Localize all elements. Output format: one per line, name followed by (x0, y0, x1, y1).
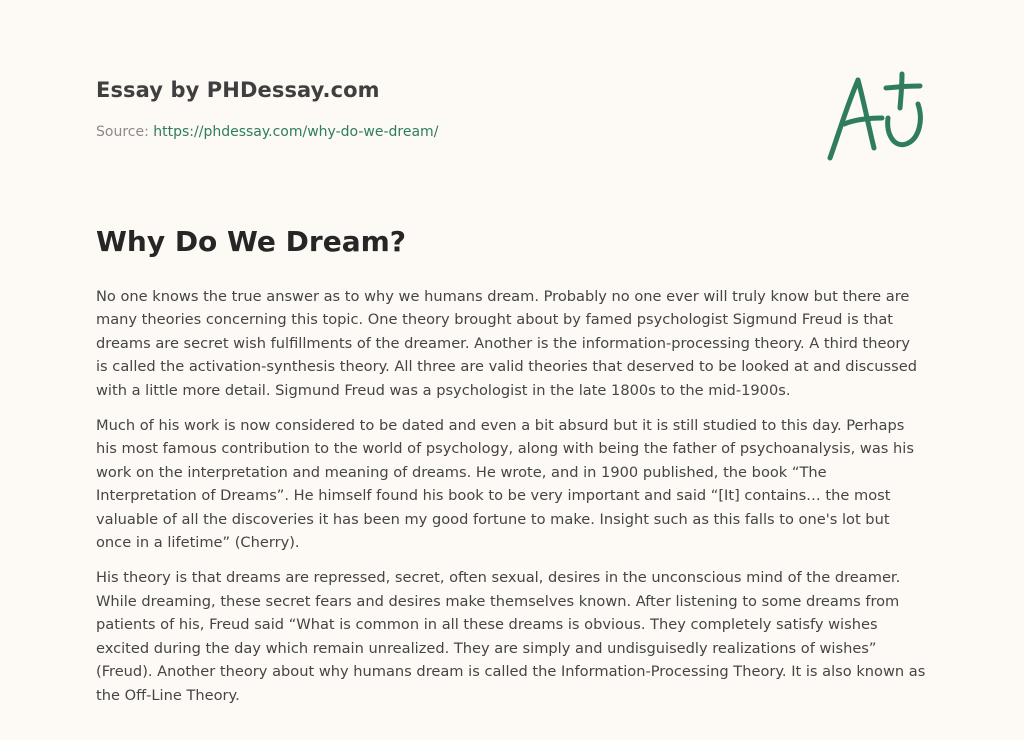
essay-paragraph: No one knows the true answer as to why we humans dream. Probably no one ever will truly know but there are many theories concerning this topic. One theory brought about by famed psychologist Sigmund Freud is that dreams are secret wish fulfillments of the dreamer. Another is the information-processing theory. A third theory is called the activation-synthesis theory. All three are valid theories that deserved to be looked at and discussed with a little more detail. Sigmund Freud was a psychologist in the late 1800s to the mid-1900s. (96, 288, 917, 399)
essay-title: Why Do We Dream? (96, 225, 407, 258)
essay-body (96, 285, 926, 719)
essay-paragraph: His theory is that dreams are repressed, secret, often sexual, desires in the unconscious mind of the dreamer. While dreaming, these secret fears and desires make themselves known. After listening to some dreams from patients of his, Freud said “What is common in all these dreams is obvious. They completely satisfy wishes excited during the day which remain unrealized. They are simply and undisguisedly realizations of wishes” (Freud). Another theory about why humans dream is called the Information-Processing Theory. It is also known as the Off-Line Theory. (96, 569, 926, 704)
source-line (96, 124, 438, 140)
essay-paragraph: Much of his work is now considered to be dated and even a bit absurd but it is still studied to this day. Perhaps his most famous contribution to the world of psychology, along with being the father of psychoanalysis, was his work on the interpretation and meaning of dreams. He wrote, and in 1900 published, the book “The Interpretation of Dreams”. He himself found his book to be very important and said “[It] contains… the most valuable of all the discoveries it has been my good fortune to make. Insight such as this falls to one's lot but once in a lifetime” (Cherry). (96, 417, 914, 552)
site-title: Essay by PHDessay.com (96, 78, 380, 102)
a-plus-logo-icon (820, 66, 932, 166)
source-link[interactable]: https://phdessay.com/why-do-we-dream/ (153, 124, 439, 140)
source-label: Source: (96, 124, 149, 140)
